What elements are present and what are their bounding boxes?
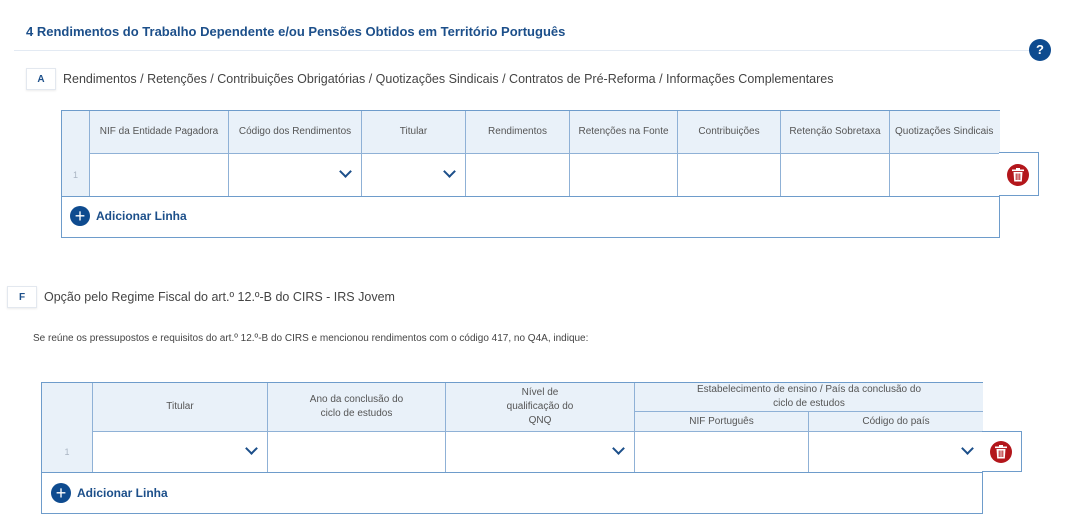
row-number-header [62, 111, 90, 154]
input-retencao-sobretaxa[interactable] [781, 154, 890, 196]
input-contribuicoes[interactable] [678, 154, 781, 196]
row-divider [42, 472, 983, 473]
select-codigo-rendimentos[interactable] [229, 154, 362, 196]
col-estabelecimento: Estabelecimento de ensino / País da conclusão do ciclo de estudos [635, 383, 983, 412]
col-codigo-pais: Código do país [809, 412, 983, 432]
input-nif-entidade[interactable] [90, 154, 229, 196]
subsection-f-badge: F [7, 286, 37, 308]
section-divider [14, 50, 1034, 51]
trash-icon[interactable] [1007, 164, 1029, 186]
col-quotizacoes: Quotizações Sindicais [890, 111, 1000, 154]
delete-row-container [982, 431, 1022, 472]
col-retencao-sobretaxa: Retenção Sobretaxa [781, 111, 890, 154]
row-number: 1 [62, 154, 90, 196]
add-line-label: Adicionar Linha [96, 209, 187, 223]
subsection-f-title: Opção pelo Regime Fiscal do art.º 12.º-B do CIRS - IRS Jovem [44, 290, 395, 304]
col-nivel-qualificacao: Nível de qualificação do QNQ [446, 383, 635, 432]
chevron-down-icon [612, 442, 625, 455]
table-f [41, 382, 983, 514]
col-nif-portugues: NIF Português [635, 412, 809, 432]
delete-row-container [999, 152, 1039, 196]
add-line-button[interactable] [70, 206, 187, 226]
trash-icon[interactable] [990, 441, 1012, 463]
col-ano-conclusao: Ano da conclusão do ciclo de estudos [268, 383, 446, 432]
help-icon[interactable]: ? [1029, 39, 1051, 61]
chevron-down-icon [245, 442, 258, 455]
col-nif-entidade: NIF da Entidade Pagadora [90, 111, 229, 154]
col-titular: Titular [362, 111, 466, 154]
row-divider [62, 196, 1000, 197]
select-nivel-qualificacao[interactable] [446, 432, 635, 472]
input-quotizacoes[interactable] [890, 154, 1000, 196]
col-codigo-rendimentos: Código dos Rendimentos [229, 111, 362, 154]
subsection-f-note: Se reúne os pressupostos e requisitos do art.º 12.º-B do CIRS e mencionou rendimentos com o código 417, no Q4A, indique: [33, 333, 589, 344]
chevron-down-icon [339, 165, 352, 178]
select-titular[interactable] [362, 154, 466, 196]
subsection-a-badge: A [26, 68, 56, 90]
add-line-label: Adicionar Linha [77, 486, 168, 500]
subsection-a-title: Rendimentos / Retenções / Contribuições Obrigatórias / Quotizações Sindicais / Contratos de Pré-Reforma / Informações Complementares [63, 72, 834, 86]
col-titular: Titular [93, 383, 268, 432]
select-titular-f[interactable] [93, 432, 268, 472]
plus-circle-icon: + [51, 483, 71, 503]
input-rendimentos[interactable] [466, 154, 570, 196]
select-codigo-pais[interactable] [809, 432, 983, 472]
row-number: 1 [42, 432, 93, 472]
chevron-down-icon [443, 165, 456, 178]
section-title: 4 Rendimentos do Trabalho Dependente e/ou Pensões Obtidos em Território Português [26, 24, 566, 39]
row-number-header [42, 383, 93, 432]
col-retencoes-fonte: Retenções na Fonte [570, 111, 678, 154]
table-a [61, 110, 1000, 238]
chevron-down-icon [961, 442, 974, 455]
col-rendimentos: Rendimentos [466, 111, 570, 154]
col-contribuicoes: Contribuições [678, 111, 781, 154]
add-line-button[interactable] [51, 483, 168, 503]
input-retencoes-fonte[interactable] [570, 154, 678, 196]
plus-circle-icon: + [70, 206, 90, 226]
input-nif-portugues[interactable] [635, 432, 809, 472]
input-ano-conclusao[interactable] [268, 432, 446, 472]
